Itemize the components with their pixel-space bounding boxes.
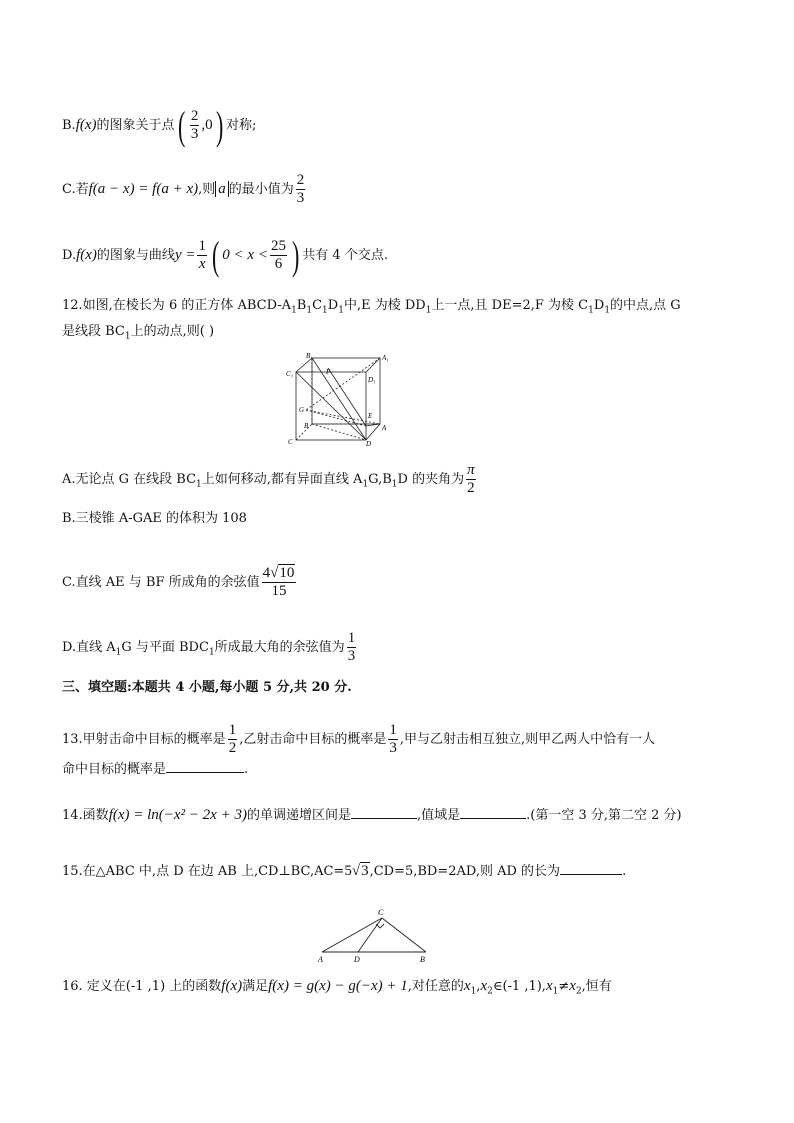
cube-label-a: A — [382, 424, 387, 432]
q11-option-d: D.f(x)的图象与曲线y = $\frac{1}{x}$ ( 0 < x < $\frac{25}{6}$ ) 共有 4 个交点. — [62, 232, 388, 278]
cube-label-f: F — [326, 368, 331, 376]
cube-label-c1: C₁ — [286, 370, 294, 378]
q12-option-d: D.直线 $A_1G$ 与平面 $BDC_1$所成最大角的余弦值为 $\frac{1}{3}$ — [62, 630, 356, 664]
q14-blank-2 — [460, 804, 526, 819]
triangle-figure — [314, 906, 436, 966]
cube-label-b1: B₁ — [306, 352, 313, 360]
q14: 14.函数f(x) = ln(−x² − 2x + 3)的单调递增区间是 ,值域是 .(第一空 3 分,第二空 2 分) — [62, 804, 682, 826]
q12-option-a: A.无论点 G 在线段 $BC_1$上如何移动,都有异面直线 $A_1G,B_1D$ 的夹角为 $\frac{\pi}{2}$ — [62, 462, 475, 496]
q12-option-b: B.三棱锥 A-GAE 的体积为 108 — [62, 511, 247, 526]
tri-label-c: C — [378, 908, 384, 917]
q13-line2: 命中目标的概率是 . — [62, 758, 248, 780]
cube-label-a1: A₁ — [382, 354, 389, 362]
tri-label-b: B — [420, 955, 425, 964]
cube-label-c: C — [288, 438, 293, 446]
tri-label-d: D — [354, 955, 360, 964]
q15: 15.在△ABC 中,点 D 在边 AB 上,CD⊥BC,AC=5√3,CD=5,BD=2AD,则 AD 的长为 . — [62, 860, 626, 882]
q13-answer-blank — [166, 758, 244, 773]
cube-label-b: B — [304, 422, 309, 430]
q12-stem-line2: 是线段 $BC_1$上的动点,则( ) — [62, 324, 215, 342]
cube-label-d1: D₁ — [368, 376, 376, 384]
cube-label-g: G — [299, 406, 305, 414]
q13-line1: 13.甲射击命中目标的概率是 $\frac{1}{2}$ ,乙射击命中目标的概率是 $\frac{1}{3}$ ,甲与乙射击相互独立,则甲乙两人中恰有一人 — [62, 722, 656, 756]
cube-label-e: E — [368, 412, 373, 420]
cube-label-d: D — [366, 440, 372, 446]
tri-label-a: A — [318, 955, 323, 964]
q11-option-b: B.f(x)的图象关于点( $\frac{2}{3}$ ,0) 对称; — [62, 102, 257, 148]
section-3-title: 三、填空题:本题共 4 小题,每小题 5 分,共 20 分. — [62, 680, 352, 695]
cube-figure — [282, 350, 398, 446]
q15-answer-blank — [560, 860, 622, 875]
q12-option-c: C.直线 AE 与 BF 所成角的余弦值 $\frac{4√10}{15}$ — [62, 565, 295, 599]
fx: f(x) — [75, 117, 97, 133]
q11-option-c: C.若f(a − x) = f(a + x),则 a 的最小值为 $\frac{2}{3}$ — [62, 172, 305, 206]
q14-blank-1 — [351, 804, 417, 819]
q12-stem-line1: 12.如图,在棱长为 6 的正方体 ABCD-$A_1B_1C_1D_1$中,E 为棱 $DD_1$上一点,且 DE=2,F 为棱 $C_1D_1$的中点,点 G — [62, 298, 681, 316]
q16: 16. 定义在(-1 ,1) 上的函数f(x)满足f(x) = g(x) − g(−x) + 1,对任意的$x_1,x_2\in(-1$ $,1),x_1\ne x_2$,恒有 — [62, 978, 612, 997]
